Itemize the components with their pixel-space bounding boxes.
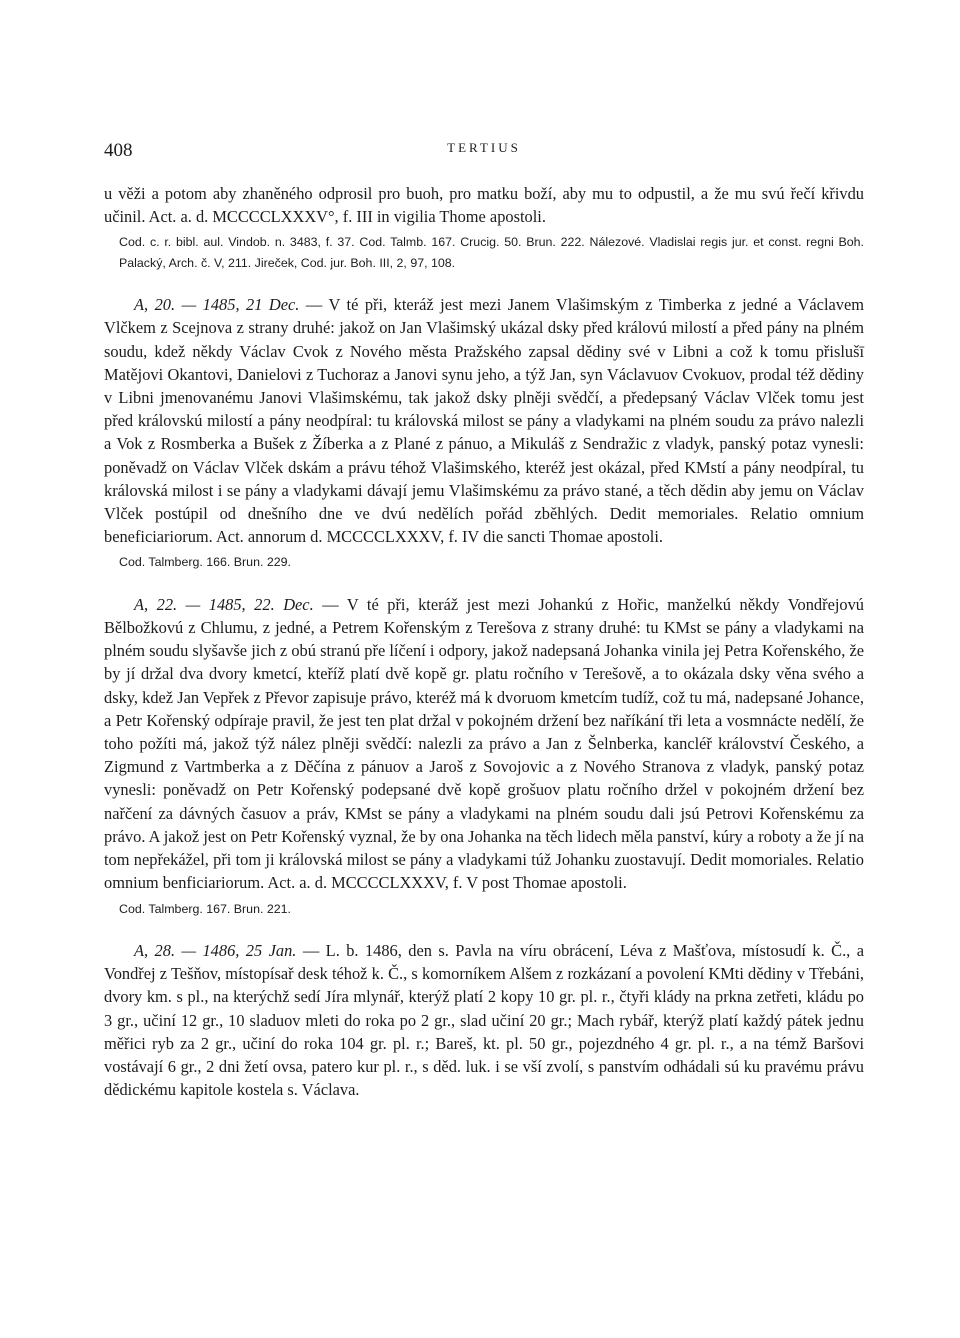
page-header <box>104 140 864 164</box>
entry-a28 <box>104 939 864 1101</box>
entry-paragraph <box>104 293 864 548</box>
page-number: 408 <box>104 140 133 161</box>
entry-text: — L. b. 1486, den s. Pavla na víru obrácení, Léva z Mašťova, místosudí k. Č., a Vondřej z Tešňov, místopísař desk téhož k. Č., s komorníkem Alšem z rozkázaní a povolení KMti dědiny v Třebáni, dvory km. s pl., na kterýchž sedí Jíra mlynář, kterýž platí 2 kopy 10 gr. pl. r., čtyři klády na prkna zetřeti, kládu po 3 gr., učiní 12 gr., 10 sladuov mleti do roka po 2 gr., slad učiní 20 gr.; Mach rybář, kterýž platí každý pátek jednu měřici ryb za 2 gr., učiní do roka 104 gr. pl. r.; Bareš, kt. pl. 50 gr., pojezdného 4 gr. pl. r., a na témž Baršovi vostávají 6 gr., 2 dni žetí ovsa, patero kur pl. r., s děd. luk. i se vší zvolí, s panstvím odhádali sú ku pravému právu dědickému kapitole kostela s. Václava. <box>104 940 864 1100</box>
entry-heading: A, 22. — 1485, 22. Dec. <box>134 594 314 614</box>
entry-sources: Cod. Talmberg. 166. Brun. 229. <box>119 555 291 570</box>
entry-heading: A, 28. — 1486, 25 Jan. <box>134 940 297 960</box>
entry-sources: Cod. Talmberg. 167. Brun. 221. <box>119 901 291 916</box>
carryover-sources: Cod. c. r. bibl. aul. Vindob. n. 3483, f. 37. Cod. Talmb. 167. Crucig. 50. Brun. 222. Nálezové. Vladislai regis jur. et const. regni Boh. Palacký, Arch. č. V, 211. Jireček, Cod. jur. Boh. III, 2, 97, 108. <box>119 235 864 270</box>
running-head: TERTIUS <box>447 140 521 155</box>
carryover-paragraph: u věži a potom aby zhaněného odprosil pro buoh, pro matku boží, aby mu to odpustil, a že mu svú řečí křivdu učinil. Act. a. d. MCCCCLXXXV°, f. III in vigilia Thome apostoli. <box>104 184 864 227</box>
entry-text: — V té při, kteráž jest mezi Janem Vlašimským z Timberka z jedné a Václavem Vlčkem z Scejnova z strany druhé: jakož on Jan Vlašimský ukázal dsky před královú milostí a před pány na plném soudu, kdež někdy Václav Cvok z Nového města Pražského zapsal dědiny své v Libni a což k tomu přislušī Matějovi Okantovi, Danielovi z Tuchoraz a Janovi synu jeho, a týž Jan, syn Václavuov Cvokuov, prodal též dědiny v Libni jmenovanému Janovi Vlašimskému, tak jakož dsky plněji svědčí, a předepsaný Václav Vlček tomu jest před královskú milostí a pány neodpíral: tu královská milost se pány a vladykami na plném soudu za právo nalezli a Vok z Rosmberka a Bušek z Žíberka a z Plané z pánuo, a Mikuláš z Sendražic z vladyk, panský potaz vynesli: poněvadž on Václav Vlček dskám a právu téhož Vlašimského, kteréž jest okázal, před KMstí a pány neodpíral, tu královská milost i se pány a vladykami dávají jemu Vlašimskému za právo stané, a těch dědin aby jemu on Václav Vlček postúpil od dnešního dne ve dvú nedělích pořád zběhlých. Dedit memoriales. Relatio omnium beneficiariorum. Act. annorum d. MCCCCLXXXV, f. IV die sancti Thomae apostoli. <box>104 295 864 547</box>
entry-text: — V té při, kteráž jest mezi Johankú z Hořic, manželkú někdy Vondřejovú Bělbožkovú z Chlumu, z jedné, a Petrem Kořenským z Terešova z strany druhé: tu KMst se pány a vladykami na plném soudu slyšavše jich z obú stranú pře líčení i odpory, jakož nadepsaná Johanka vinila jej Petra Kořenského, že by jí držal dva dvory kmetcí, kteříž platí dvě kopě gr. platu ročního v Terešově, a to okázala dsky věna svého a dsky, kdež Jan Vepřek z Převor zapisuje právo, kteréž má k dvoruom kmetcím tudíž, což tu má, nadepsané Johance, a Petr Kořenský odpíraje pravil, že jest ten plat držal v pokojném držení bez naříkání tři leta a vosmnácte nedělí, že toho požíti má, jakož týž nález plněji svědčí: nalezli za právo a Jan z Šelnberka, kancléř království Českého, a Zigmund z Vartmberka a z Děčína z pánuov a Jaroš z Sovojovic a z Nového Stranova z vladyk, panský potaz vynesli: poněvadž on Petr Kořenský podepsané dvě kopě grošuov platu ročního držel v pokojném držení bez nařčení za dávných časuov a práv, KMst se pány a vladykami na plném soudu dali jsú Petrovi Kořenskému za právo. A jakož jest on Petr Kořenský vyznal, že by ona Johanka na těch lidech měla panství, kúry a roboty a že jí na tom nepřekážel, při tom ji královská milost se pány a vladykami túž Johanku zuostavují. Dedit momoriales. Relatio omnium benficiariorum. Act. a. d. MCCCCLXXXV, f. V post Thomae apostoli. <box>104 594 864 893</box>
page-content <box>104 182 864 1101</box>
entry-paragraph <box>104 593 864 895</box>
entry-a22 <box>104 593 864 919</box>
entry-paragraph <box>104 939 864 1101</box>
entry-a20 <box>104 293 864 573</box>
entry-heading: A, 20. — 1485, 21 Dec. <box>134 295 300 315</box>
